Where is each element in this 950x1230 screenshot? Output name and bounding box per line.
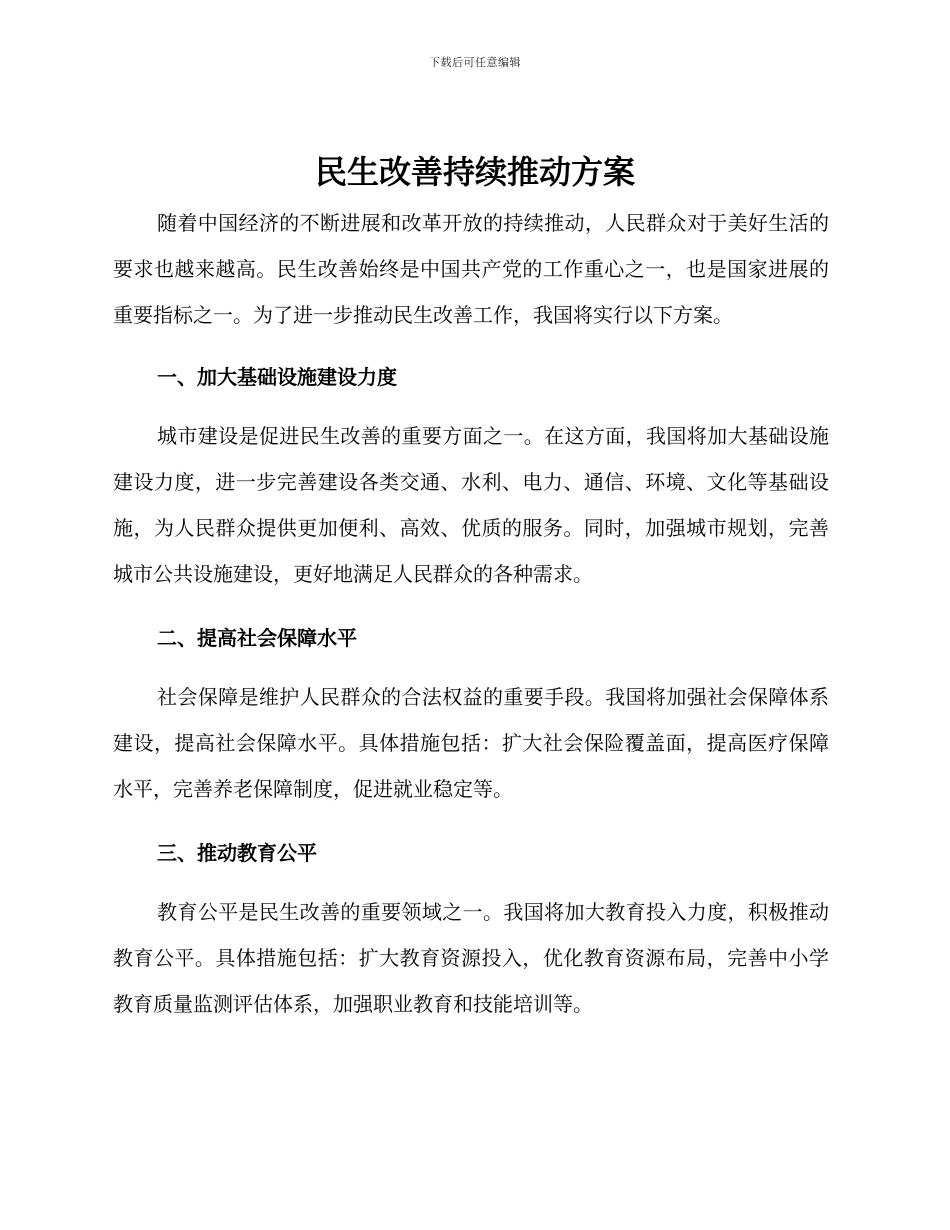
section-infrastructure xyxy=(113,362,829,597)
section-heading: 一、加大基础设施建设力度 xyxy=(157,365,397,389)
document-title: 民生改善持续推动方案 xyxy=(314,153,635,191)
page-header-note: 下载后可任意编辑 xyxy=(429,56,521,69)
section-heading: 二、提高社会保障水平 xyxy=(157,626,357,650)
section-heading: 三、推动教育公平 xyxy=(157,841,317,865)
section-paragraph: 城市建设是促进民生改善的重要方面之一。在这方面，我国将加大基础设施建设力度，进一步完善建设各类交通、水利、电力、通信、环境、文化等基础设施，为人民群众提供更加便利、高效、优质的服务。同时，加强城市规划，完善城市公共设施建设，更好地满足人民群众的各种需求。 xyxy=(113,424,829,586)
section-social-security xyxy=(113,623,829,812)
intro-paragraph: 随着中国经济的不断进展和改革开放的持续推动，人民群众对于美好生活的要求也越来越高。民生改善始终是中国共产党的工作重心之一，也是国家进展的重要指标之一。为了进一步推动民生改善工作，我国将实行以下方案。 xyxy=(113,211,829,327)
section-paragraph: 教育公平是民生改善的重要领域之一。我国将加大教育投入力度，积极推动教育公平。具体措施包括：扩大教育资源投入，优化教育资源布局，完善中小学教育质量监测评估体系，加强职业教育和技能培训等。 xyxy=(113,900,829,1016)
document-body xyxy=(113,200,829,1027)
section-education xyxy=(113,838,829,1027)
section-paragraph: 社会保障是维护人民群众的合法权益的重要手段。我国将加强社会保障体系建设，提高社会保障水平。具体措施包括：扩大社会保险覆盖面，提高医疗保障水平，完善养老保障制度，促进就业稳定等。 xyxy=(113,685,829,801)
